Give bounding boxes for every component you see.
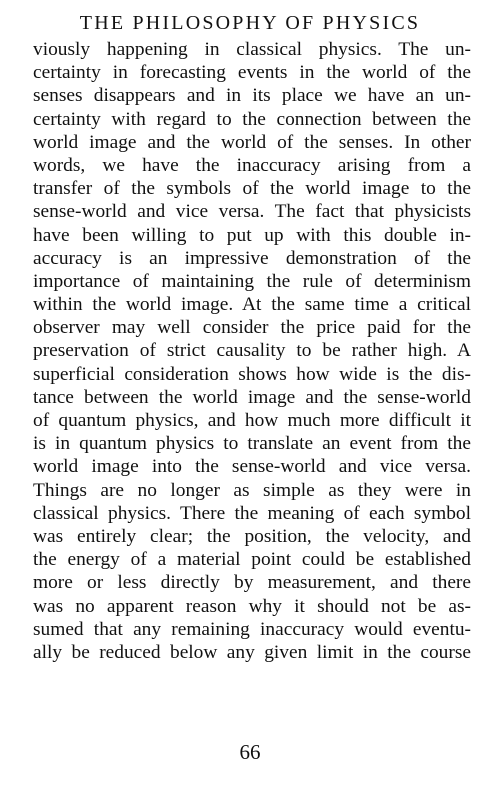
text-line: ally be reduced below any given limit in the course (33, 641, 471, 663)
text-line: senses disappears and in its place we have an un- (33, 85, 471, 107)
text-line: more or less directly by measurement, and there (33, 572, 471, 594)
text-line: certainty in forecasting events in the world of the (33, 62, 471, 84)
text-line: viously happening in classical physics. The un- (33, 39, 471, 60)
text-line: tance between the world image and the sense-world (33, 386, 471, 408)
text-line: sense-world and vice versa. The fact that physicists (33, 201, 471, 223)
text-line: was entirely clear; the position, the velocity, and (33, 525, 471, 547)
body-text (33, 38, 471, 664)
text-line: sumed that any remaining inaccuracy would eventu- (33, 618, 471, 640)
text-line: observer may well consider the price paid for the (33, 317, 471, 339)
text-line: of quantum physics, and how much more difficult it (33, 410, 471, 431)
text-line: the energy of a material point could be established (33, 549, 471, 571)
page-number: 66 (239, 740, 261, 764)
text-line: world image into the sense-world and vice versa. (33, 456, 471, 478)
text-line: accuracy is an impressive demonstration of the (33, 247, 471, 269)
text-line: importance of maintaining the rule of determinism (33, 270, 471, 292)
text-line: have been willing to put up with this double in- (33, 224, 471, 246)
text-line: certainty with regard to the connection between the (33, 108, 471, 130)
text-line: classical physics. There the meaning of each symbol (33, 502, 471, 524)
text-line: transfer of the symbols of the world image to the (33, 178, 471, 200)
text-line: was no apparent reason why it should not be as- (33, 595, 471, 617)
text-line: within the world image. At the same time a critical (33, 294, 471, 316)
text-line: is in quantum physics to translate an event from the (33, 433, 471, 455)
text-line: world image and the world of the senses. In other (33, 131, 471, 153)
text-line: Things are no longer as simple as they were in (33, 479, 471, 501)
text-line: words, we have the inaccuracy arising from a (33, 154, 471, 176)
text-line: superficial consideration shows how wide is the dis- (33, 363, 471, 385)
text-line: preservation of strict causality to be rather high. A (33, 340, 471, 362)
running-head: THE PHILOSOPHY OF PHYSICS (79, 12, 421, 34)
